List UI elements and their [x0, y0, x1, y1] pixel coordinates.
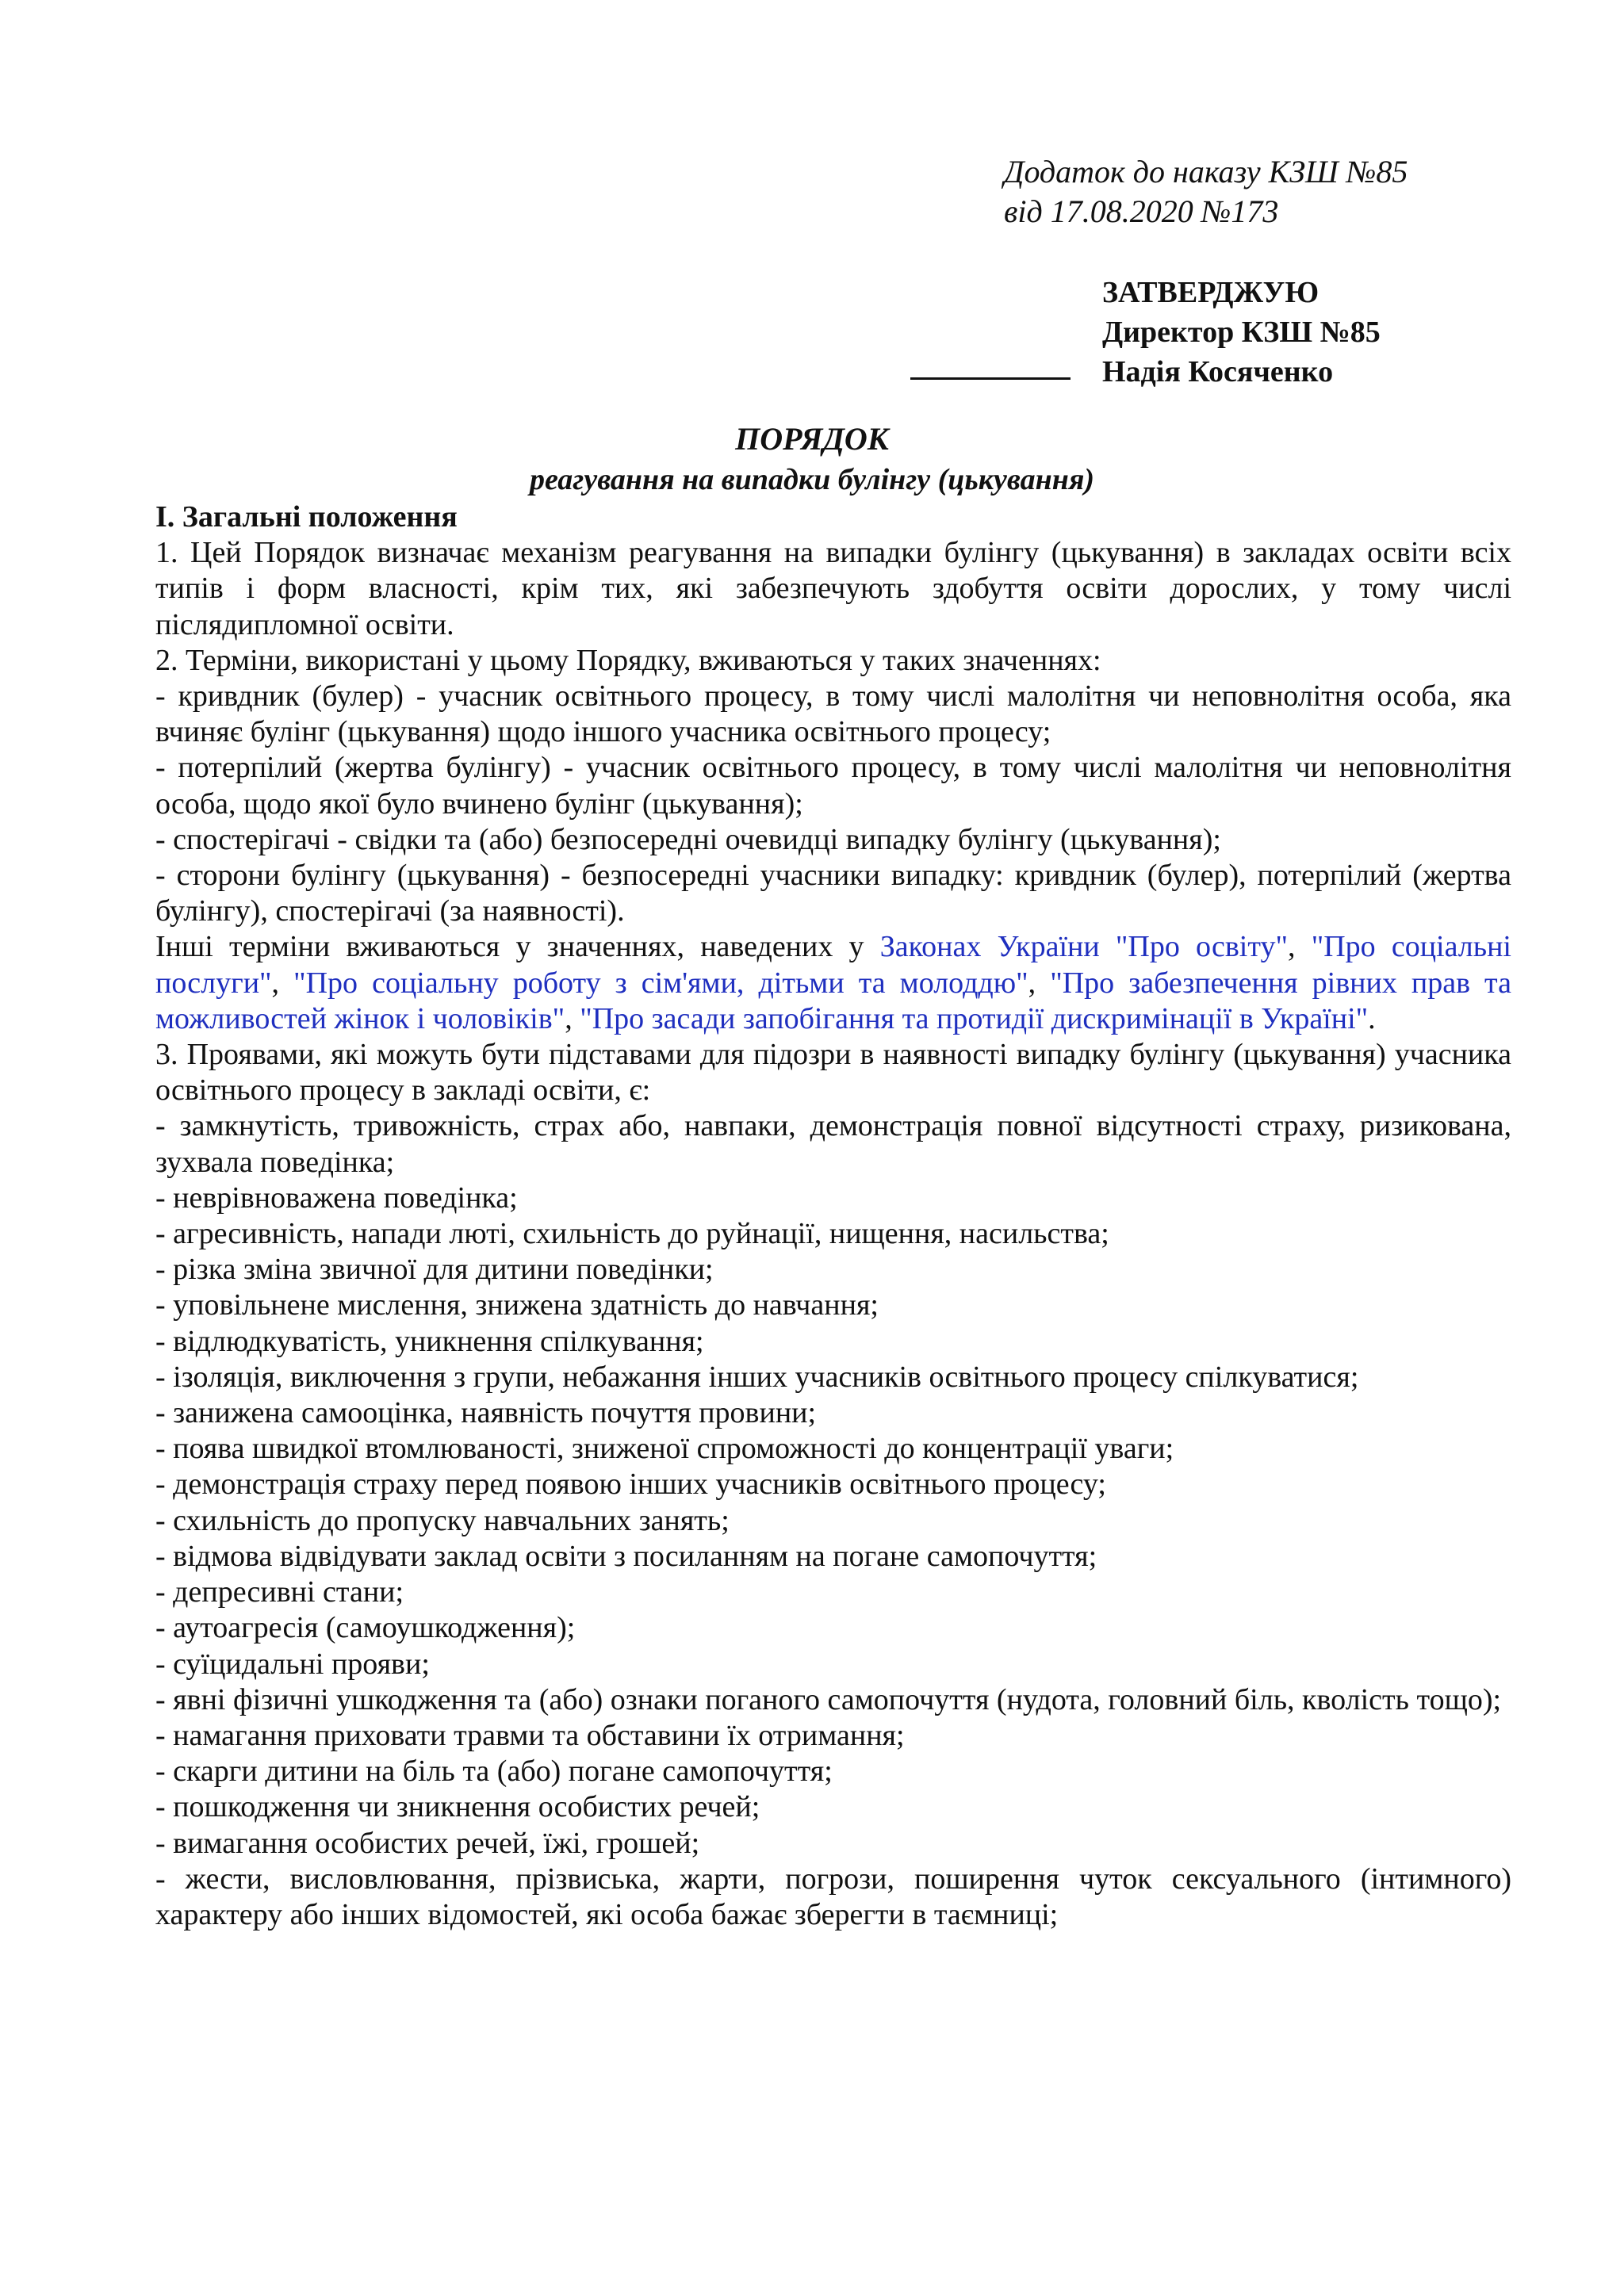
sign-item: - агресивність, напади люті, схильність до руйнації, нищення, насильства; — [155, 1217, 1109, 1251]
sign-item: - поява швидкої втомлюваності, зниженої спроможності до концентрації уваги; — [155, 1432, 1174, 1466]
law-link-discrimination[interactable]: "Про засади запобігання та протидії дискримінації в Україні" — [580, 1001, 1369, 1035]
law-link-social-work[interactable]: "Про соціальну роботу з сім'ями, дітьми та молоддю" — [293, 966, 1028, 1000]
approval-position: Директор КЗШ №85 — [1102, 316, 1381, 349]
approval-label: ЗАТВЕРДЖУЮ — [1102, 276, 1320, 309]
link-separator: , — [1287, 930, 1312, 964]
law-link-education[interactable]: Законах України "Про освіту" — [879, 930, 1288, 964]
sign-item: - уповільнене мислення, знижена здатність до навчання; — [155, 1288, 879, 1322]
sign-item: - аутоагресія (самоушкодження); — [155, 1611, 576, 1645]
sign-item: - пошкодження чи зникнення особистих речей; — [155, 1790, 760, 1824]
approval-name: Надія Косяченко — [1102, 355, 1334, 388]
sign-item: - відмова відвідувати заклад освіти з посиланням на погане самопочуття; — [155, 1539, 1097, 1573]
signature-line — [910, 377, 1071, 380]
term-item: - спостерігачі - свідки та (або) безпосередні очевидці випадку булінгу (цькування); — [155, 822, 1221, 856]
term-item: - потерпілий (жертва булінгу) - учасник освітнього процесу, в тому числі малолітня чи неповнолітня особа, щодо якої було вчинено булінг (цькування); — [155, 751, 1511, 821]
law-link-social-services[interactable]: "Про соціальні послуги" — [155, 930, 1511, 1000]
document-subtitle: реагування на випадки булінгу (цькування) — [529, 463, 1095, 496]
other-terms-suffix: . — [1368, 1001, 1376, 1035]
approval-block — [1102, 273, 1381, 392]
link-separator: , — [1028, 966, 1051, 1000]
addendum-note — [1004, 152, 1408, 232]
document-title-block — [155, 419, 1469, 499]
sign-item: - намагання приховати травми та обставини їх отримання; — [155, 1718, 905, 1752]
term-item: - кривдник (булер) - учасник освітнього процесу, в тому числі малолітня чи неповнолітня особа, яка вчиняє булінг (цькування) щодо іншого учасника освітнього процесу; — [155, 679, 1511, 749]
paragraph-2: 2. Терміни, використані у цьому Порядку, вживаються у таких значеннях: — [155, 643, 1101, 677]
addendum-date-line: від 17.08.2020 №173 — [1004, 193, 1279, 229]
addendum-order-line: Додаток до наказу КЗШ №85 — [1004, 154, 1408, 189]
document-body — [155, 499, 1511, 1933]
term-item: - сторони булінгу (цькування) - безпосередні учасники випадку: кривдник (булер), потерпілий (жертва булінгу), спостерігачі (за наявності). — [155, 859, 1511, 928]
sign-item: - відлюдкуватість, уникнення спілкування; — [155, 1324, 704, 1358]
sign-item: - суїцидальні прояви; — [155, 1647, 430, 1681]
other-terms-prefix: Інші терміни вживаються у значеннях, наведених у — [155, 930, 880, 964]
document-title: ПОРЯДОК — [735, 421, 889, 457]
paragraph-1: 1. Цей Порядок визначає механізм реагування на випадки булінгу (цькування) в закладах освіти всіх типів і форм власності, крім тих, які забезпечують здобуття освіти дорослих, у тому числі післядипломної освіти. — [155, 536, 1511, 641]
sign-item: - демонстрація страху перед появою інших учасників освітнього процесу; — [155, 1468, 1106, 1502]
section-heading: І. Загальні положення — [155, 500, 458, 534]
sign-item: - жести, висловлювання, прізвиська, жарти, погрози, поширення чуток сексуального (інтимного) характеру або інших відомостей, які особа бажає зберегти в таємниці; — [155, 1862, 1511, 1931]
sign-item: - ізоляція, виключення з групи, небажання інших учасників освітнього процесу спілкуватися; — [155, 1360, 1359, 1394]
paragraph-3: 3. Проявами, які можуть бути підставами для підозри в наявності випадку булінгу (цькування) учасника освітнього процесу в закладі освіти, є: — [155, 1038, 1511, 1108]
sign-item: - неврівноважена поведінка; — [155, 1181, 518, 1215]
sign-item: - вимагання особистих речей, їжі, грошей; — [155, 1826, 700, 1860]
sign-item: - скарги дитини на біль та (або) погане самопочуття; — [155, 1755, 833, 1789]
link-separator: , — [565, 1001, 580, 1035]
law-link-equal-rights[interactable]: "Про забезпечення рівних прав та можливостей жінок і чоловіків" — [155, 966, 1511, 1035]
sign-item: - занижена самооцінка, наявність почуття провини; — [155, 1396, 817, 1430]
sign-item: - замкнутість, тривожність, страх або, навпаки, демонстрація повної відсутності страху, ризикована, зухвала поведінка; — [155, 1109, 1511, 1179]
sign-item: - депресивні стани; — [155, 1575, 404, 1609]
link-separator: , — [271, 966, 294, 1000]
sign-item: - явні фізичні ушкодження та (або) ознаки поганого самопочуття (нудота, головний біль, кволість тощо); — [155, 1682, 1502, 1716]
sign-item: - різка зміна звичної для дитини поведінки; — [155, 1253, 714, 1287]
other-terms-paragraph — [155, 929, 1511, 1037]
sign-item: - схильність до пропуску навчальних занять; — [155, 1503, 730, 1537]
